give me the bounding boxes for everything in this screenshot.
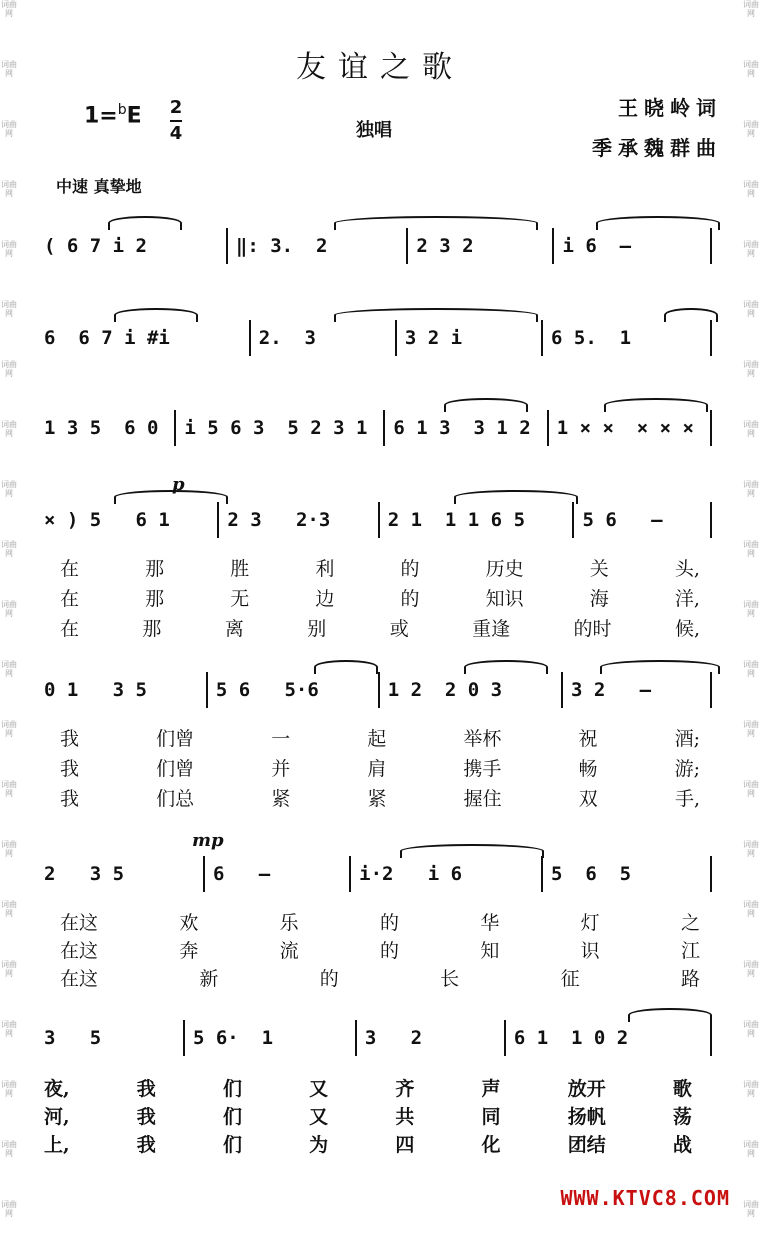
lyric-syllable: 那	[145, 558, 165, 580]
lyric-syllable: 我	[60, 758, 80, 780]
lyric-syllable: 之	[680, 912, 700, 934]
barline	[710, 320, 712, 356]
lyric-syllable: 又	[309, 1106, 329, 1128]
lyric-syllable: 们	[222, 1078, 242, 1100]
lyric-syllable: 声	[481, 1078, 501, 1100]
watermark-text: 词曲网	[1, 600, 17, 618]
lyricist-credit: 王晓岭词	[618, 96, 722, 120]
lyric-syllable: 化	[481, 1134, 501, 1156]
key-note: E	[126, 103, 142, 129]
lyric-syllable: 游;	[674, 758, 700, 780]
slur	[314, 660, 378, 674]
lyric-syllable: 海	[589, 588, 609, 610]
measure: 2 3 5	[44, 863, 125, 885]
barline	[355, 1020, 357, 1056]
watermark-text: 词曲网	[743, 720, 759, 738]
barline	[226, 228, 228, 264]
measure: i 5 6 3 5 2 3 1	[184, 417, 368, 439]
lyric-syllable: 新	[199, 968, 219, 990]
watermark-text: 词曲网	[743, 300, 759, 318]
lyric-syllable: 夜,	[44, 1078, 70, 1100]
dynamic-p: p	[172, 474, 185, 495]
watermark-text: 词曲网	[1, 1200, 17, 1218]
measure: 2 3 2·3	[227, 509, 331, 531]
watermark-text: 词曲网	[743, 180, 759, 198]
barline	[710, 672, 712, 708]
barline	[183, 1020, 185, 1056]
lyric-syllable: 们	[222, 1106, 242, 1128]
lyric-syllable: 关	[589, 558, 609, 580]
watermark-strip-right	[742, 0, 760, 1236]
barline	[561, 672, 563, 708]
measure: × ) 5 6 1	[44, 509, 170, 531]
lyric-syllable: 乐	[279, 912, 299, 934]
barline	[217, 502, 219, 538]
lyric-syllable: 们曾	[156, 758, 195, 780]
lyric-syllable: 在这	[60, 912, 99, 934]
lyric-syllable: 江	[680, 940, 700, 962]
barline	[206, 672, 208, 708]
lyric-syllable: 那	[145, 588, 165, 610]
watermark-text: 词曲网	[743, 1200, 759, 1218]
lyric-syllable: 为	[309, 1134, 329, 1156]
measure: i 6 —	[562, 235, 632, 257]
score-row-7	[44, 1024, 720, 1052]
slur	[334, 308, 538, 322]
lyric-line-4-2	[44, 1102, 692, 1126]
lyric-syllable: 们曾	[156, 728, 195, 750]
watermark-text: 词曲网	[743, 540, 759, 558]
slur	[600, 660, 720, 674]
barline	[541, 856, 543, 892]
measure: 5 6 —	[582, 509, 663, 531]
dynamic-mp: mp	[192, 830, 224, 851]
watermark-text: 词曲网	[743, 780, 759, 798]
lyric-syllable: 流	[279, 940, 299, 962]
watermark-text: 词曲网	[743, 240, 759, 258]
measure: 3 5	[44, 1027, 102, 1049]
slur	[664, 308, 718, 322]
lyric-line-1-1	[60, 554, 700, 578]
barline	[541, 320, 543, 356]
barline	[710, 228, 712, 264]
score-row-1	[44, 232, 720, 260]
slur	[454, 490, 578, 504]
measure: 6 6 7 i #i	[44, 327, 170, 349]
barline	[552, 228, 554, 264]
time-signature	[168, 96, 184, 146]
lyric-line-1-3	[60, 614, 700, 638]
watermark-text: 词曲网	[1, 840, 17, 858]
watermark-text: 词曲网	[1, 300, 17, 318]
score-row-6	[44, 860, 720, 888]
barline	[710, 856, 712, 892]
watermark-text: 词曲网	[1, 0, 17, 18]
lyric-syllable: 奔	[179, 940, 199, 962]
lyric-syllable: 荡	[672, 1106, 692, 1128]
barline	[504, 1020, 506, 1056]
lyric-syllable: 识	[580, 940, 600, 962]
barline	[572, 502, 574, 538]
lyric-line-4-1	[44, 1074, 692, 1098]
performance-mode: 独唱	[356, 120, 392, 141]
lyric-syllable: 无	[230, 588, 250, 610]
lyric-syllable: 在这	[60, 940, 99, 962]
watermark-text: 词曲网	[1, 420, 17, 438]
slur	[444, 398, 528, 412]
lyric-syllable: 双	[578, 788, 598, 810]
measure: 6 1 1 0 2	[513, 1027, 629, 1049]
watermark-strip-left	[0, 0, 18, 1236]
lyric-syllable: 握住	[463, 788, 502, 810]
lyric-syllable: 征	[560, 968, 580, 990]
lyric-syllable: 携手	[463, 758, 502, 780]
barline	[378, 672, 380, 708]
score-row-5	[44, 676, 720, 704]
lyric-syllable: 灯	[580, 912, 600, 934]
time-numerator: 2	[169, 97, 183, 118]
lyric-syllable: 的	[400, 588, 420, 610]
lyric-syllable: 我	[60, 728, 80, 750]
site-url[interactable]: WWW.KTVC8.COM	[560, 1186, 730, 1210]
lyric-syllable: 或	[389, 618, 409, 640]
lyric-syllable: 又	[309, 1078, 329, 1100]
lyric-syllable: 我	[136, 1106, 156, 1128]
barline	[406, 228, 408, 264]
measure: 2 1 1 1 6 5	[387, 509, 526, 531]
lyric-syllable: 祝	[578, 728, 598, 750]
lyric-syllable: 并	[271, 758, 291, 780]
barline	[383, 410, 385, 446]
slur	[114, 490, 228, 504]
lyric-line-2-3	[60, 784, 700, 808]
lyric-syllable: 在	[60, 618, 80, 640]
lyric-syllable: 我	[136, 1078, 156, 1100]
lyric-line-4-3	[44, 1130, 692, 1154]
key-prefix: 1=	[84, 103, 118, 129]
measure: 0 1 3 5	[44, 679, 147, 701]
measure: 1 2 2 0 3	[387, 679, 503, 701]
lyric-syllable: 齐	[395, 1078, 415, 1100]
lyric-syllable: 历史	[485, 558, 524, 580]
lyric-line-1-2	[60, 584, 700, 608]
lyric-syllable: 起	[367, 728, 387, 750]
barline	[395, 320, 397, 356]
measure: 3 2 i	[404, 327, 463, 349]
measure: 5 6 5	[551, 863, 632, 885]
barline	[710, 1020, 712, 1056]
barline	[710, 502, 712, 538]
lyric-syllable: 举杯	[463, 728, 502, 750]
slur	[114, 308, 198, 322]
tempo-marking: 中速 真挚地	[56, 177, 142, 196]
lyric-syllable: 华	[480, 912, 500, 934]
lyric-syllable: 歌	[672, 1078, 692, 1100]
lyric-syllable: 紧	[271, 788, 291, 810]
lyric-syllable: 的	[319, 968, 339, 990]
lyric-syllable: 手,	[674, 788, 700, 810]
watermark-text: 词曲网	[743, 960, 759, 978]
lyric-syllable: 洋,	[674, 588, 700, 610]
watermark-text: 词曲网	[1, 1140, 17, 1158]
lyric-syllable: 们总	[156, 788, 195, 810]
lyric-syllable: 上,	[44, 1134, 70, 1156]
watermark-text: 词曲网	[1, 360, 17, 378]
watermark-text: 词曲网	[743, 60, 759, 78]
slur	[596, 216, 720, 230]
barline	[203, 856, 205, 892]
watermark-text: 词曲网	[743, 1020, 759, 1038]
song-title: 友谊之歌	[296, 50, 464, 85]
watermark-text: 词曲网	[1, 960, 17, 978]
measure: 5 6· 1	[192, 1027, 274, 1049]
lyric-syllable: 的	[379, 912, 399, 934]
slur	[400, 844, 544, 858]
lyric-syllable: 我	[136, 1134, 156, 1156]
lyric-line-3-3	[60, 964, 700, 988]
measure: 6 —	[213, 863, 271, 885]
measure: ‖: 3. 2	[235, 235, 328, 257]
lyric-syllable: 那	[142, 618, 162, 640]
barline	[249, 320, 251, 356]
lyric-syllable: 利	[315, 558, 335, 580]
measure: 1 × × × × ×	[556, 417, 694, 439]
barline	[349, 856, 351, 892]
slur	[334, 216, 538, 230]
lyric-syllable: 知	[480, 940, 500, 962]
slur	[108, 216, 182, 230]
lyric-syllable: 路	[680, 968, 700, 990]
lyric-syllable: 在这	[60, 968, 99, 990]
watermark-text: 词曲网	[1, 1020, 17, 1038]
lyric-syllable: 一	[271, 728, 291, 750]
lyric-syllable: 共	[395, 1106, 415, 1128]
lyric-syllable: 在	[60, 588, 80, 610]
watermark-text: 词曲网	[743, 840, 759, 858]
lyric-syllable: 放开	[567, 1078, 606, 1100]
lyric-syllable: 扬帆	[567, 1106, 606, 1128]
watermark-text: 词曲网	[1, 540, 17, 558]
composer-credit: 季承魏群曲	[592, 136, 722, 160]
barline	[174, 410, 176, 446]
lyric-syllable: 们	[222, 1134, 242, 1156]
measure: 6 5. 1	[551, 327, 632, 349]
lyric-line-2-2	[60, 754, 700, 778]
watermark-text: 词曲网	[1, 240, 17, 258]
watermark-text: 词曲网	[743, 480, 759, 498]
lyric-syllable: 胜	[230, 558, 250, 580]
lyric-line-3-1	[60, 908, 700, 932]
lyric-syllable: 肩	[367, 758, 387, 780]
watermark-text: 词曲网	[1, 480, 17, 498]
slur	[628, 1008, 712, 1022]
measure: 2 3 2	[416, 235, 474, 257]
score-row-4	[44, 506, 720, 534]
lyric-syllable: 酒;	[674, 728, 700, 750]
watermark-text: 词曲网	[743, 900, 759, 918]
key-signature	[84, 102, 142, 128]
time-divider	[170, 120, 182, 122]
score-row-3	[44, 414, 720, 442]
lyric-syllable: 在	[60, 558, 80, 580]
watermark-text: 词曲网	[1, 780, 17, 798]
lyric-syllable: 头,	[674, 558, 700, 580]
measure: 5 6 5·6	[215, 679, 319, 701]
measure: 6 1 3 3 1 2	[393, 417, 531, 439]
measure: 3 2	[364, 1027, 423, 1049]
watermark-text: 词曲网	[743, 660, 759, 678]
measure: 3 2 —	[571, 679, 652, 701]
lyric-syllable: 战	[672, 1134, 692, 1156]
watermark-text: 词曲网	[1, 60, 17, 78]
barline	[547, 410, 549, 446]
lyric-syllable: 的	[379, 940, 399, 962]
lyric-syllable: 候,	[674, 618, 700, 640]
lyric-syllable: 边	[315, 588, 335, 610]
slur	[464, 660, 548, 674]
time-denominator: 4	[169, 123, 183, 144]
measure: i·2 i 6	[359, 863, 463, 885]
lyric-line-3-2	[60, 936, 700, 960]
lyric-syllable: 的时	[573, 618, 612, 640]
lyric-syllable: 知识	[485, 588, 524, 610]
watermark-text: 词曲网	[1, 720, 17, 738]
watermark-text: 词曲网	[743, 600, 759, 618]
barline	[378, 502, 380, 538]
lyric-syllable: 我	[60, 788, 80, 810]
watermark-text: 词曲网	[1, 660, 17, 678]
lyric-syllable: 四	[395, 1134, 415, 1156]
lyric-syllable: 河,	[44, 1106, 70, 1128]
measure: 2. 3	[258, 327, 316, 349]
lyric-syllable: 紧	[367, 788, 387, 810]
lyric-syllable: 团结	[567, 1134, 606, 1156]
lyric-syllable: 同	[481, 1106, 501, 1128]
lyric-syllable: 离	[224, 618, 244, 640]
watermark-text: 词曲网	[743, 120, 759, 138]
lyric-syllable: 别	[307, 618, 327, 640]
watermark-text: 词曲网	[743, 360, 759, 378]
measure: 1 3 5 6 0	[44, 417, 159, 439]
lyric-syllable: 重逢	[472, 618, 511, 640]
score-row-2	[44, 324, 720, 352]
watermark-text: 词曲网	[1, 1080, 17, 1098]
watermark-text: 词曲网	[743, 420, 759, 438]
flat-sign: b	[117, 102, 127, 118]
lyric-syllable: 的	[400, 558, 420, 580]
watermark-text: 词曲网	[1, 900, 17, 918]
lyric-syllable: 长	[440, 968, 460, 990]
lyric-line-2-1	[60, 724, 700, 748]
watermark-text: 词曲网	[743, 1080, 759, 1098]
slur	[604, 398, 708, 412]
watermark-text: 词曲网	[743, 0, 759, 18]
watermark-text: 词曲网	[743, 1140, 759, 1158]
watermark-text: 词曲网	[1, 180, 17, 198]
measure: ( 6 7 i 2	[44, 235, 147, 257]
lyric-syllable: 畅	[578, 758, 598, 780]
watermark-text: 词曲网	[1, 120, 17, 138]
barline	[710, 410, 712, 446]
lyric-syllable: 欢	[179, 912, 199, 934]
